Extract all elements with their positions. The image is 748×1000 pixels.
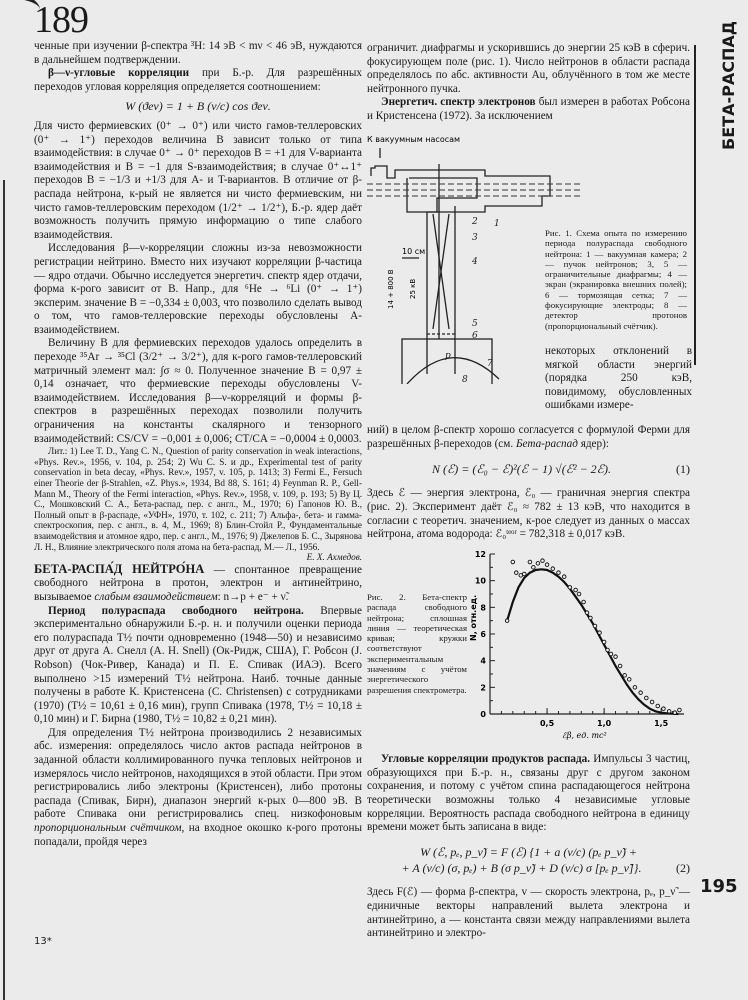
data-point — [505, 619, 509, 623]
right-column-top — [367, 42, 690, 124]
voltage-label-2: 25 кВ — [409, 278, 417, 299]
paragraph-half-life — [34, 605, 362, 727]
section-heading-half-life: Период полураспада свободного нейтрона. — [48, 604, 304, 617]
data-point — [656, 704, 660, 708]
article-intro: — спонтанное превращение свободного нейтрона в протон, электрон и антинейтрино, вызываемое — [34, 563, 362, 603]
article-author: Е. Х. Ахмедов. — [306, 552, 362, 563]
formula-1-body: N (ℰ) = (ℰ₀ − ℰ)²(ℰ − 1) √(ℰ² − 2ℰ). — [432, 461, 611, 476]
data-point — [627, 678, 631, 682]
data-point — [667, 710, 671, 714]
y-tick-label: 10 — [474, 576, 486, 586]
section-heading-electron-spectrum: Энергетич. спектр электронов — [381, 96, 536, 109]
paragraph-text: Впервые экспериментально обнаружили Б.-р. н. и получили оценки периода его полураспада T½ почти одновременно (1948—50) и независимо друг от друга А. Снелл (A. H. Snell) (Ок-Ридж, США), Г. Робсон (J. Robson) (Чок-Ривер, Канада) и П. Е. Спивак (ИАЭ). Всего выполнено >15 измерений T½ нейтрона. Наиб. точные данные получены в работе К. Кристенсена (C. Christensen) с сотрудниками (1970) (T½ = 10,61 ± 0,16 мин), групп Спивака (1978, T½ = 10,18 ± 0,10 мин) и Г. Бирна (1980, T½ = 10,82 ± 0,21 мин). — [34, 604, 362, 726]
right-column-bottom — [367, 742, 690, 952]
paragraph-angular-correlations — [34, 67, 362, 94]
paragraph-electron-spectrum — [367, 96, 690, 123]
data-point — [614, 655, 618, 659]
data-point — [541, 559, 545, 563]
data-point — [511, 560, 515, 564]
link-beta-decay[interactable]: Бета-распад — [515, 437, 578, 450]
x-tick-label: 0,5 — [539, 719, 555, 728]
data-point — [602, 640, 606, 644]
side-header-text: БЕТА-РАСПАД — [718, 21, 738, 150]
chart-y-label: N, отн.ед. — [469, 594, 478, 641]
paragraph-text: Импульсы 3 частиц, образующихся при Б.-р. н., связаны друг с другом законом сохранения, и потому с учётом спина распадающегося нейтрона теоретически возможны только 4 независимые угловые корреляции. Вероятность распада свободного нейтрона в единицу времени может быть записана в виде: — [367, 753, 690, 834]
link-proportional-counter[interactable]: пропорциональным счётчиком — [34, 822, 182, 835]
theoretical-curve — [507, 569, 678, 714]
paragraph-vector-definitions: Здесь F(ℰ) — форма β-спектра, v — скорость электрона, pₑ, p_ν̃ — единичные векторы направлений вылета электрона и антинейтрино, a — константа связи между направлениями вылета антинейтрино и электро- — [367, 886, 690, 940]
y-tick-label: 2 — [480, 683, 486, 693]
data-point — [574, 588, 578, 592]
paragraph-text: при Б.-р. Для разрешённых переходов угловая корреляция определяется соотношением: — [34, 67, 362, 93]
proton-label: p — [445, 351, 451, 361]
paragraph-fermi-gamow-teller: Для чисто фермиевских (0⁺ → 0⁺) или чисто гамов-теллеровских (0⁺ → 1⁺) переходов величина B зависит только от типа взаимодействия: в случае 0⁺ → 0⁺ переходов B = +1 для V-варианта взаимодействия и B = −1 для S-взаимодействия; в случае 0⁺↔1⁺ переходов B = −1/3 и +1/3 для A- и T-вариантов. В отличие от β-распада нейтрона, к-рый не является ни чисто фермиевским, ни чисто гамов-теллеровским переходом (1/2⁺ → 1/2⁺), Б.-р. ядер даёт возможность получить прямую информацию о типе слабого взаимодействия. — [34, 119, 362, 241]
paragraph-recoil-studies: Исследования β—ν-корреляции сложны из-за невозможности регистрации нейтрино. Вместо них изучают корреляции β-частица — ядро отдачи. Обычно исследуется энергетич. спектр ядер отдачи, форма к-рого зависит от B. Напр., для ⁶He → ⁶Li (0⁺ → 1⁺) эксперим. значение B = −0,334 ± 0,003, что позволило сделать вывод о том, что гамов-теллеровские переходы обусловлены A-взаимодействием. — [34, 242, 362, 336]
data-point — [536, 562, 540, 566]
page-binding-edge — [0, 0, 12, 1000]
data-point — [606, 648, 610, 652]
formula-2-line-1: W (ℰ, pₑ, p_ν̃) = F (ℰ) {1 + a (v/c) (pₑ p_ν̃) + — [420, 844, 637, 859]
y-tick-label: 12 — [474, 550, 486, 559]
data-point — [585, 611, 589, 615]
paragraph-text: ний) в целом β-спектр хорошо согласуется с формулой Ферми для разрешённых β-переходов (см. — [367, 424, 690, 450]
y-tick-label: 4 — [480, 656, 486, 666]
part-label-6: 6 — [472, 331, 478, 341]
paragraph-diaphragm: ограничит. диафрагмы и ускорившись до энергии 25 кэВ в сферич. фокусирующем поле (рис. 1). Число нейтронов в области распада определялось по абс. активности Au, облучённого в том же месте нейтронного пучка. — [367, 42, 690, 95]
paragraph-text: , на входное окошко к-рого протоны попадали, пройдя через — [34, 822, 363, 848]
paragraph-endpoint-energy: Здесь ℰ — энергия электрона, ℰ₀ — граничная энергия спектра (рис. 2). Эксперимент даёт ℰ₀ ≈ 782 ± 13 кэВ, что находится в согласии с теоретич. значением, к-рое следует из данных о массах нейтрона, атома водорода: ℰ₀ᵗᵉᵒʳ = 782,318 ± 0,017 кэВ. — [367, 487, 690, 541]
vacuum-pump-label: К вакуумным насосам — [367, 135, 461, 144]
beta-spectrum-chart — [462, 546, 692, 746]
figure-1-caption: Рис. 1. Схема опыта по измерению периода полураспада свободного нейтрона: 1 — вакуумная камера; 2 — пучок нейтронов; 3, 5 — ограничительные диафрагмы; 4 — экран (экранировка внешних полей); 6 — тормозящая сетка; 7 — фокусирующие электроды; 8 — детектор протонов (пропорциональный счётчик). — [545, 228, 687, 331]
side-header — [700, 21, 740, 150]
paragraph-measurements — [34, 727, 362, 849]
x-tick-label: 1,0 — [597, 719, 612, 728]
part-label-3: 3 — [472, 233, 478, 243]
signature-mark: 13* — [34, 936, 52, 947]
paragraph-text: был измерен в работах Робсона и Кристенсена (1972). За исключением — [367, 96, 691, 122]
data-point — [582, 600, 586, 604]
part-label-4: 4 — [472, 257, 478, 267]
y-tick-label: 8 — [480, 603, 486, 613]
figure-2-caption: Рис. 2. Бета-спектр распада свободного нейтрона; сплошная линия — теоретическая кривая; кружки соответствуют экспериментальным значениям с учётом энергетического разрешения спектрометра. — [367, 592, 467, 695]
paragraph-wrap-deviations: некоторых отклонений в мягкой области энергий (порядка 250 кэВ, повидимому, обусловленных ошибками измере- — [545, 345, 692, 412]
data-point — [532, 566, 536, 570]
data-point — [545, 563, 549, 567]
part-label-1: 1 — [494, 219, 500, 229]
data-point — [639, 691, 643, 695]
formula-2-line-2 — [367, 862, 690, 876]
data-point — [609, 652, 613, 656]
term-beta-nu-correlations: β—ν-угловые корреляции — [48, 67, 190, 80]
part-label-5: 5 — [472, 319, 478, 329]
chart-x-label: ℰβ, ед. mc² — [562, 731, 607, 740]
data-point — [528, 560, 532, 564]
literature-text: Лит.: 1) Lee T. D., Yang C. N., Question of parity conservation in weak interactions, «Phys. Rev.», 1956, v. 104, p. 254; 2) Wu C. S. и др., Experimental test of parity conservation in beta decay, «Phys. Rev.», 1957, v. 105, p. 1413; 3) Fermi E., Fersuch einer Theorie der β-Strahlen, «Z. Phys.», 1934, Bd 88, S. 161; 4) Feynman R. P., Gell-Mann M., Theory of the Fermi interaction, «Phys. Rev.», 1958, v. 109, p. 193; 5) Ву Ц. С., Мошковский С. А., Бета-распад, пер. с англ., М., 1970; 6) Гапонов Ю. В., Полный опыт в β-распаде, «УФН», 1970, т. 102, с. 211; 7) Альфа-, бета- и гамма-спектроскопия, пер. с англ., в. 4, М., 1969; 8) Блин-Стойл Р., Фундаментальные взаимодействия и атомное ядро, пер. с англ., М., 1976; 9) Джелепов Б. С., Зырянова Л. Н., Влияние электрического поля атома на бета-распад, М.— Л., 1956. — [34, 446, 362, 552]
formula-1 — [367, 463, 690, 477]
data-point — [633, 686, 637, 690]
data-point — [650, 700, 654, 704]
data-point — [598, 631, 602, 635]
data-point — [522, 572, 526, 576]
data-point — [673, 711, 677, 715]
paragraph-neutrino-mass: ченные при изучении β-спектра ³H: 14 эВ < mν < 46 эВ, нуждаются в дальнейшем подтверждении. — [34, 40, 362, 66]
paragraph-text: ядер): — [577, 437, 609, 450]
x-tick-label: 1,5 — [654, 719, 669, 728]
formula-1-number: (1) — [676, 461, 690, 476]
section-heading-correlations: Угловые корреляции продуктов распада. — [381, 753, 591, 766]
left-column — [34, 40, 362, 849]
y-tick-label: 6 — [480, 630, 486, 639]
part-label-7: 7 — [487, 359, 493, 369]
data-point — [678, 708, 682, 712]
paragraph-argon-transition: Величину B для фермиевских переходов удалось определить в переходе ³⁵Ar → ³⁵Cl (3/2⁺ → 3/2⁺), для к-рого гамов-теллеровский матричный элемент мал: ∫σ ≈ 0. Полученное значение B = 0,97 ± 0,14 означает, что фермиевские переходы обусловлены V-взаимодействием. Исследования β—ν-корреляций и формы β-спектров в разрешённых переходах позволили получить ограничения на константы скалярного и тензорного взаимодействий: CS/CV = −0,001 ± 0,006; CT/CA = −0,0004 ± 0,0003. — [34, 337, 362, 445]
formula-2-body: + A (v/c) (σ, pₑ) + B (σ p_ν̃) + D (v/c) σ [pₑ p_ν̃]}. — [401, 860, 642, 875]
binding-rule — [3, 180, 5, 1000]
figure-2-chart — [462, 546, 692, 746]
paragraph-fermi-formula — [367, 424, 690, 451]
voltage-label-1: 14 + 800 В — [387, 269, 395, 309]
data-point — [618, 664, 622, 668]
data-point — [551, 567, 555, 571]
bottom-page-number: 195 — [700, 876, 738, 897]
data-point — [645, 696, 649, 700]
formula-2-number: (2) — [676, 860, 690, 875]
article-title: БЕТА-РАСПА́Д НЕЙТРО́НА — [34, 561, 205, 576]
scale-label: 10 см — [402, 247, 426, 256]
data-point — [562, 575, 566, 579]
data-point — [593, 624, 597, 628]
side-header-rule — [694, 45, 696, 365]
article-neutron-beta-decay — [34, 563, 362, 605]
link-weak-interaction[interactable]: слабым взаимодействием — [94, 590, 218, 603]
part-label-8: 8 — [462, 375, 468, 384]
part-label-2: 2 — [472, 217, 478, 227]
data-point — [577, 592, 581, 596]
data-point — [589, 616, 593, 620]
paragraph-decay-correlations — [367, 753, 690, 835]
data-point — [662, 707, 666, 711]
data-point — [568, 586, 572, 590]
right-column-middle — [367, 413, 690, 553]
y-tick-label: 0 — [480, 710, 486, 719]
literature-list — [34, 446, 362, 563]
top-page-number: 189 — [34, 0, 88, 41]
formula-angular-correlation: W (ϑeν) = 1 + B (v/c) cos ϑeν. — [125, 99, 271, 114]
reaction-equation: : n→p + e⁻ + ν̃. — [217, 590, 289, 603]
data-point — [557, 571, 561, 575]
data-point — [514, 571, 518, 575]
data-point — [623, 674, 627, 678]
paragraph-text: Для определения T½ нейтрона производились 2 независимых абс. измерения: определялось число актов распада нейтронов в заданной области коллимированного пучка тепловых нейтронов и измерялось число нейтронов, находящихся в этой области. При этом регистрировались либо электроны (Кристенсен), либо протоны распада (Спивак, Бирн), диапазон энергий к-рых 0—800 эВ. В работе Спивака они регистрировались спец. низкофоновым — [34, 726, 362, 821]
